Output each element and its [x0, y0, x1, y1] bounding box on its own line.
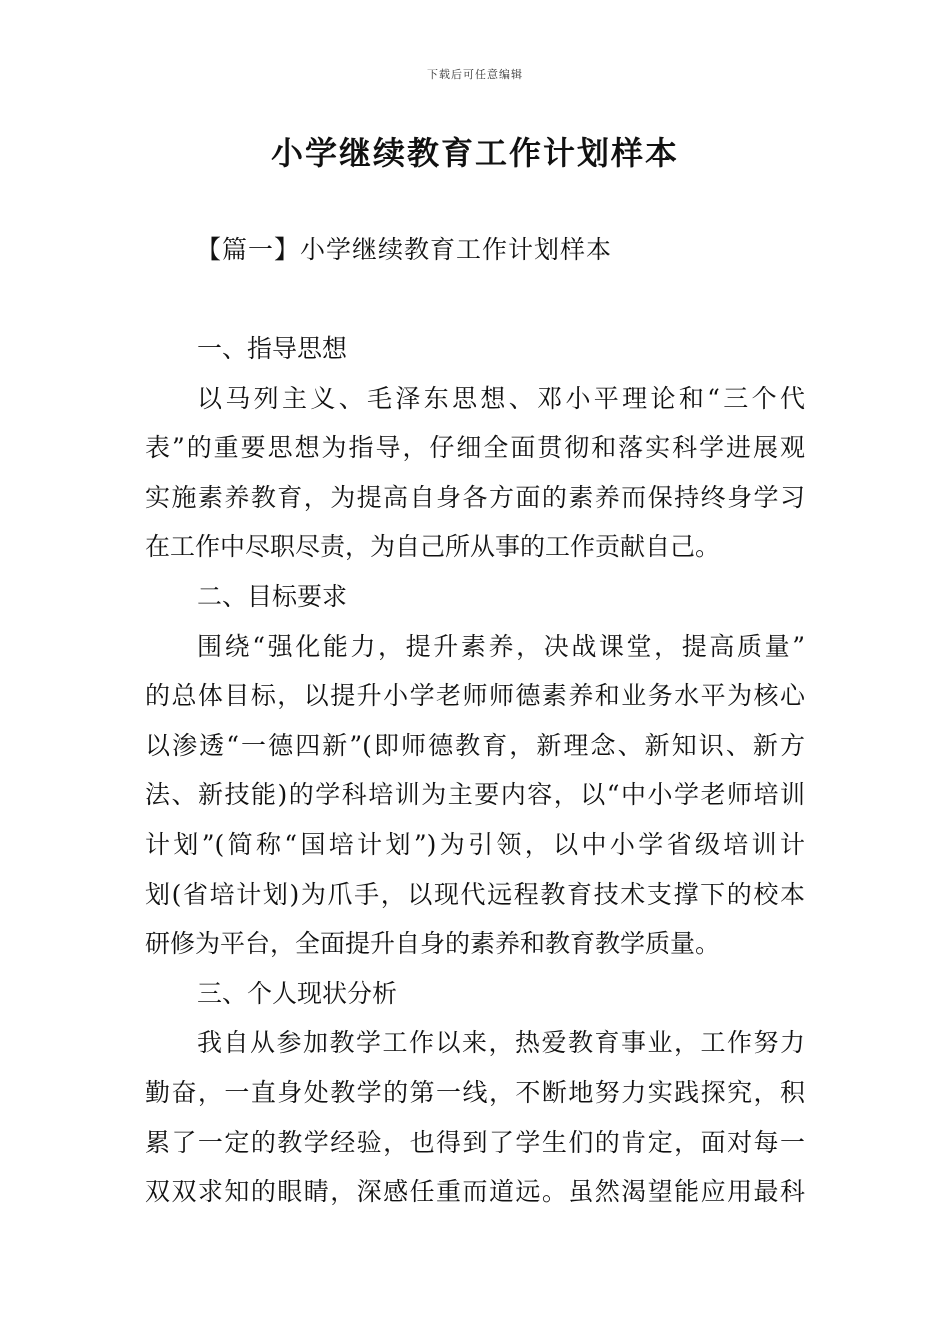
paragraph-line: 在工作中尽职尽责，为自己所从事的工作贡献自己。 [145, 532, 721, 562]
paragraph-line: 以马列主义、毛泽东思想、邓小平理论和“三个代 [197, 383, 805, 413]
paragraph-line: 实施素养教育，为提高自身各方面的素养而保持终身学习 [145, 482, 805, 512]
paragraph-line: 的总体目标，以提升小学老师师德素养和业务水平为核心 [145, 681, 805, 711]
paragraph-line: 勤奋，一直身处教学的第一线，不断地努力实践探究，积 [145, 1077, 805, 1107]
heading-line: 一、指导思想 [197, 334, 348, 363]
paragraph-line: 累了一定的教学经验，也得到了学生们的肯定，面对每一 [145, 1127, 805, 1157]
paragraph-line: 划(省培计划)为爪手，以现代远程教育技术支撑下的校本 [145, 879, 805, 909]
document-body [145, 324, 805, 1217]
paragraph-line: 研修为平台，全面提升自身的素养和教育教学质量。 [145, 929, 721, 959]
paragraph-line: 我自从参加教学工作以来，热爱教育事业，工作努力 [197, 1028, 805, 1058]
heading-line: 三、个人现状分析 [197, 978, 398, 1008]
paragraph-line: 计划”(简称“国培计划”)为引领，以中小学省级培训计 [145, 829, 805, 859]
paragraph-line: 双双求知的眼睛，深感任重而道远。虽然渴望能应用最科 [145, 1177, 805, 1207]
document-title: 小学继续教育工作计划样本 [270, 134, 679, 172]
section-title: 【篇一】小学继续教育工作计划样本 [196, 235, 613, 264]
paragraph-line: 表”的重要思想为指导，仔细全面贯彻和落实科学进展观 [145, 433, 805, 463]
heading-line: 二、目标要求 [197, 581, 348, 611]
header-note: 下载后可任意编辑 [427, 68, 523, 81]
paragraph-line: 围绕“强化能力，提升素养，决战课堂，提高质量” [197, 631, 805, 661]
paragraph-line: 以渗透“一德四新”(即师德教育，新理念、新知识、新方 [145, 730, 805, 760]
paragraph-line: 法、新技能)的学科培训为主要内容，以“中小学老师培训 [145, 780, 805, 810]
